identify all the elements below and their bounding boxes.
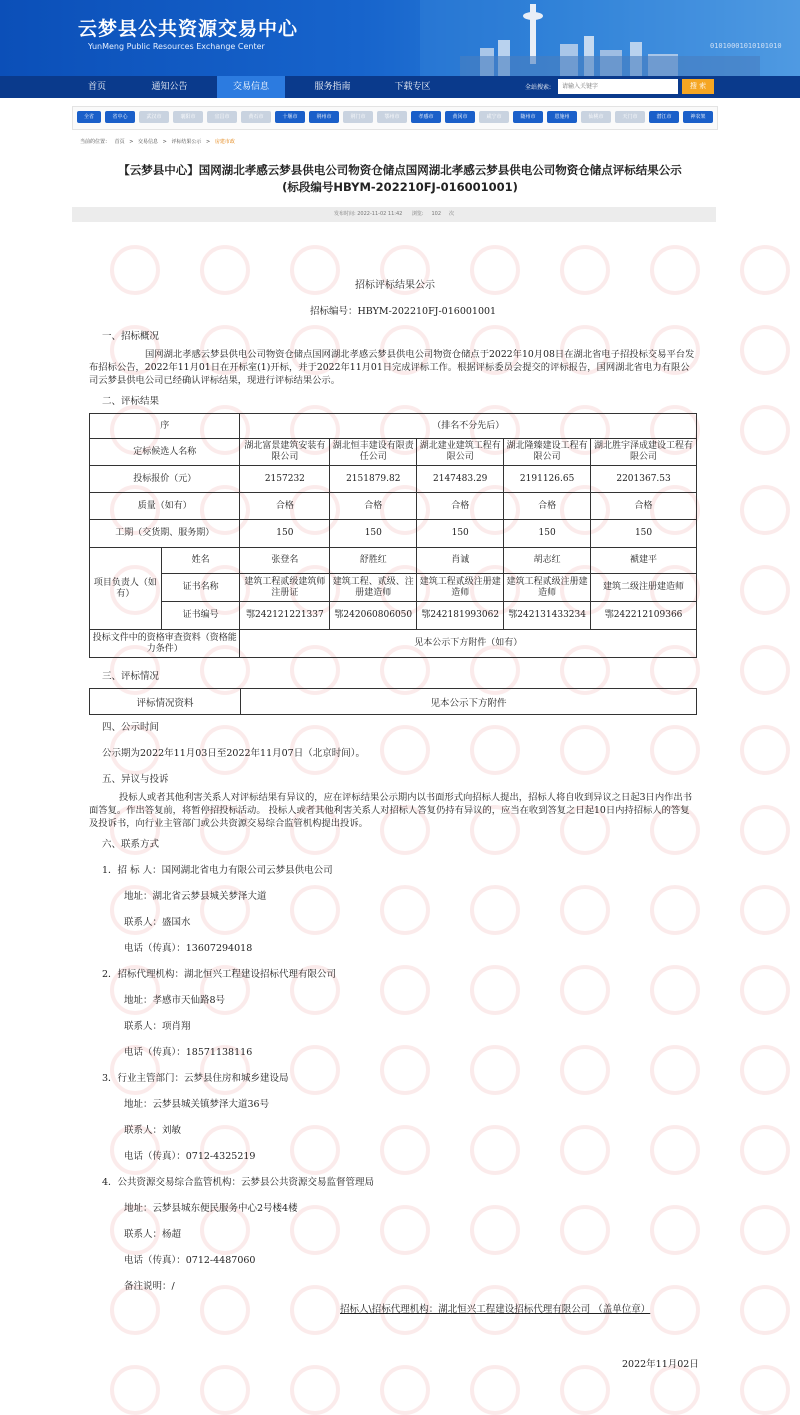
contact-phone: 电话（传真）：0712-4325219 [124,1151,256,1162]
city-filter-button[interactable]: 全省 [77,111,101,123]
table-cell: 建筑工程贰级建筑师注册证 [240,574,330,602]
seal-watermark [560,1365,610,1415]
table-cell: 150 [330,520,417,548]
section-5-heading: 五、异议与投诉 [102,774,169,785]
table-cell: 合格 [240,493,330,520]
evaluation-table [89,688,697,715]
seal-watermark [740,325,790,375]
seal-watermark [200,1285,250,1335]
seal-watermark [470,965,520,1015]
table-cell: 150 [240,520,330,548]
seal-watermark [740,405,790,455]
seal-watermark [740,725,790,775]
city-filter-button[interactable]: 武汉市 [139,111,169,123]
search-button[interactable]: 搜 索 [682,79,714,94]
contact-authority: 3．行业主管部门：云梦县住房和城乡建设局 [102,1073,289,1084]
table-cell: 合格 [504,493,591,520]
table-cell: 鄂242181993062 [417,602,504,630]
seal-watermark [740,1045,790,1095]
seal-watermark [470,1205,520,1255]
doc-heading: 招标评标结果公示 [355,280,435,291]
table-cell: 合格 [417,493,504,520]
table-cell: 肖诚 [417,548,504,574]
breadcrumb-trade[interactable]: 交易信息 [138,139,159,145]
views-label: 浏览: [411,211,424,217]
seal-watermark [110,1365,160,1415]
search-input[interactable] [558,79,678,94]
seal-watermark [380,885,430,935]
table-cell: 鄂242131433234 [504,602,591,630]
contact-address: 地址：云梦县城关镇梦泽大道36号 [124,1099,270,1110]
seal-watermark [110,1285,160,1335]
table-cell: 鄂242060806050 [330,602,417,630]
table-cell: 150 [504,520,591,548]
table-cell: 证书名称 [161,574,240,602]
table-cell: 定标候选人名称 [90,439,240,466]
contact-person: 联系人：杨超 [124,1229,182,1240]
contact-person: 联系人：项肖翔 [124,1021,191,1032]
views-count: 102 [431,211,442,217]
seal-watermark [200,245,250,295]
table-cell: 建筑工程贰级注册建造师 [417,574,504,602]
seal-watermark [290,885,340,935]
seal-watermark [650,1205,700,1255]
nav-notices[interactable]: 通知公告 [151,82,188,92]
seal-watermark [290,1365,340,1415]
article-meta [72,207,716,222]
city-filter-button[interactable]: 宜昌市 [207,111,237,123]
seal-watermark [560,885,610,935]
document-date: 2022年11月02日 [622,1359,699,1370]
seal-watermark [560,725,610,775]
seal-watermark [380,1205,430,1255]
seal-watermark [740,485,790,535]
section-5-text: 投标人或者其他利害关系人对评标结果有异议的，应在评标结果公示期内以书面形式向招标人提出，招标人将自收到异议之日起3日内作出书面答复。作出答复前，将暂停招投标活动。 投标人或者其他利害关系人对招标人答复仍持有异议的，应当在收到答复之日起10日内持招标人的答复及投诉书，向行业主管部门或公共资源交易综合监管机构提出投诉。 [89,792,693,829]
seal-watermark [200,1365,250,1415]
seal-watermark [290,245,340,295]
breadcrumb-result[interactable]: 评标结果公示 [171,139,202,145]
city-filter-button[interactable]: 荆州市 [309,111,339,123]
seal-watermark [650,1125,700,1175]
contact-agency: 2．招标代理机构：湖北恒兴工程建设招标代理有限公司 [102,969,337,980]
publish-label: 发布时间: [333,211,356,217]
table-cell: 工期（交货期、服务期） [90,520,240,548]
breadcrumb-sep: > [162,139,167,145]
seal-watermark [560,245,610,295]
table-cell: 项目负责人（如有） [90,548,162,630]
contact-phone: 电话（传真）：13607294018 [124,943,253,954]
seal-watermark [110,245,160,295]
city-filter-button[interactable]: 襄阳市 [173,111,203,123]
seal-watermark [470,1045,520,1095]
seal-watermark [380,725,430,775]
seal-watermark [740,1285,790,1335]
seal-watermark [740,1205,790,1255]
city-filter-button[interactable]: 天门市 [615,111,645,123]
breadcrumb [80,138,238,145]
table-cell: 褫建平 [591,548,697,574]
seal-watermark [290,1125,340,1175]
city-filter-bar [72,106,718,130]
table-cell: 投标报价（元） [90,466,240,493]
table-cell: 150 [591,520,697,548]
nav-service-guide[interactable]: 服务指南 [314,82,351,92]
seal-watermark [740,1125,790,1175]
seal-watermark [650,245,700,295]
remark: 备注说明：/ [124,1281,175,1292]
breadcrumb-home[interactable]: 首页 [114,139,125,145]
seal-watermark [560,1205,610,1255]
table-cell: 2191126.65 [504,466,591,493]
nav-home[interactable]: 首页 [87,82,106,92]
site-title: 云梦县公共资源交易中心 [78,18,299,40]
city-filter-button[interactable]: 仙桃市 [581,111,611,123]
breadcrumb-current: 房建市政 [214,139,235,145]
views-unit: 次 [449,211,455,217]
seal-watermark [560,1045,610,1095]
main-nav [0,76,800,98]
contact-phone: 电话（传真）：18571138116 [124,1047,253,1058]
city-filter-button[interactable]: 十堰市 [275,111,305,123]
table-cell: 质量（如有） [90,493,240,520]
seal-watermark [650,1365,700,1415]
table-cell: 姓名 [161,548,240,574]
contact-tenderer: 1．招 标 人：国网湖北省电力有限公司云梦县供电公司 [102,865,333,876]
table-cell: 湖北建业建筑工程有限公司 [417,439,504,466]
section-3-heading: 三、评标情况 [102,671,160,682]
seal-watermark [650,885,700,935]
seal-watermark [380,1125,430,1175]
table-cell: 胡志红 [504,548,591,574]
contact-supervisor: 4．公共资源交易综合监管机构：云梦县公共资源交易监督管理局 [102,1177,375,1188]
city-filter-button[interactable]: 潜江市 [649,111,679,123]
seal-watermark [740,645,790,695]
table-cell: 合格 [330,493,417,520]
city-filter-button[interactable]: 咸宁市 [479,111,509,123]
table-cell: 建筑工程、贰级、注册建造师 [330,574,417,602]
city-filter-button[interactable]: 黄冈市 [445,111,475,123]
table-cell: 投标文件中的资格审查资料（资格能力条件） [90,630,240,658]
article-title: 【云梦县中心】国网湖北孝感云梦县供电公司物资仓储点国网湖北孝感云梦县供电公司物资仓储点评标结果公示(标段编号HBYM-202210FJ-016001001) [118,163,682,194]
table-cell: 2151879.82 [330,466,417,493]
seal-watermark [740,1365,790,1415]
city-filter-button[interactable]: 恩施州 [547,111,577,123]
table-cell: 湖北富景建筑安装有限公司 [240,439,330,466]
seal-watermark [740,565,790,615]
seal-watermark [470,725,520,775]
seal-watermark [290,1285,340,1335]
table-cell: 评标情况资料 [90,689,241,715]
table-cell: 建筑二级注册建造师 [591,574,697,602]
table-cell: 鄂242212109366 [591,602,697,630]
site-subtitle: YunMeng Public Resources Exchange Center [88,42,265,51]
city-filter-button[interactable]: 省中心 [105,111,135,123]
breadcrumb-label: 当前的位置： [80,139,111,145]
table-cell: 见本公示下方附件（如有） [240,630,697,658]
seal-watermark [740,245,790,295]
contact-person: 联系人：盛国水 [124,917,191,928]
city-filter-button[interactable]: 荆门市 [343,111,373,123]
city-filter-button[interactable]: 随州市 [513,111,543,123]
city-filter-button[interactable]: 神农架 [683,111,713,123]
table-cell: 合格 [591,493,697,520]
section-1-heading: 一、招标概况 [102,331,160,342]
seal-watermark [290,1045,340,1095]
table-cell: 舒胜红 [330,548,417,574]
bid-number: 招标编号：HBYM-202210FJ-016001001 [310,306,497,317]
table-cell: 2157232 [240,466,330,493]
contact-address: 地址：湖北省云梦县城关梦泽大道 [124,891,267,902]
table-cell: 湖北隆臻建设工程有限公司 [504,439,591,466]
seal-watermark [740,885,790,935]
seal-watermark [560,1125,610,1175]
table-cell: 湖北胜宇泽成建设工程有限公司 [591,439,697,466]
seal-watermark [380,1045,430,1095]
section-4-text: 公示期为2022年11月03日至2022年11月07日（北京时间）。 [102,748,365,759]
seal-watermark [470,1125,520,1175]
section-4-heading: 四、公示时间 [102,722,160,733]
seal-watermark [740,805,790,855]
section-1-text: 国网湖北孝感云梦县供电公司物资仓储点国网湖北孝感云梦县供电公司物资仓储点于2022年10月08日在湖北省电子招投标交易平台发布招标公告，2022年11月01日在开标室(1)开标，并于2022年11月01日完成评标工作。根据评标委员会提交的评标报告，国网湖北省电力有限公司云梦县供电公司已经确认评标结果，现进行评标结果公示。 [89,349,695,386]
city-filter-button[interactable]: 鄂州市 [377,111,407,123]
section-2-heading: 二、评标结果 [102,396,160,407]
seal-watermark [380,965,430,1015]
table-cell: 2147483.29 [417,466,504,493]
seal-watermark [560,965,610,1015]
contact-address: 地址：孝感市天仙路8号 [124,995,226,1006]
breadcrumb-sep: > [206,139,211,145]
seal-watermark [650,1045,700,1095]
table-cell: 证书编号 [161,602,240,630]
seal-watermark [650,1285,700,1335]
table-cell: 见本公示下方附件 [241,689,697,715]
seal-watermark [650,725,700,775]
city-skyline-image [420,0,800,76]
table-cell: 张登名 [240,548,330,574]
banner-code: 01010001010101010 [710,42,782,50]
contact-phone: 电话（传真）：0712-4487060 [124,1255,256,1266]
table-cell: 建筑工程贰级注册建造师 [504,574,591,602]
city-filter-button[interactable]: 黄石市 [241,111,271,123]
nav-downloads[interactable]: 下载专区 [394,82,431,92]
publish-time: 2022-11-02 11:42 [357,211,403,217]
signature-line: 招标人\招标代理机构：湖北恒兴工程建设招标代理有限公司 （盖单位章） [340,1304,651,1315]
nav-trade-info[interactable]: 交易信息 [217,76,285,98]
seal-watermark [380,1365,430,1415]
contact-person: 联系人：刘敏 [124,1125,182,1136]
city-filter-button[interactable]: 孝感市 [411,111,441,123]
results-table [89,413,697,658]
table-cell: 2201367.53 [591,466,697,493]
table-cell: 150 [417,520,504,548]
table-cell: 湖北恒丰建设有限责任公司 [330,439,417,466]
contact-address: 地址：云梦县城东便民服务中心2号楼4楼 [124,1203,298,1214]
table-cell: 序 [90,414,240,439]
seal-watermark [740,965,790,1015]
breadcrumb-sep: > [129,139,134,145]
header-banner [0,0,800,76]
seal-watermark [470,245,520,295]
seal-watermark [470,885,520,935]
table-cell: 鄂242121221337 [240,602,330,630]
section-6-heading: 六、联系方式 [102,839,160,850]
seal-watermark [470,1365,520,1415]
seal-watermark [650,965,700,1015]
table-cell: （排名不分先后） [240,414,697,439]
search-label: 全站搜索: [525,84,552,91]
